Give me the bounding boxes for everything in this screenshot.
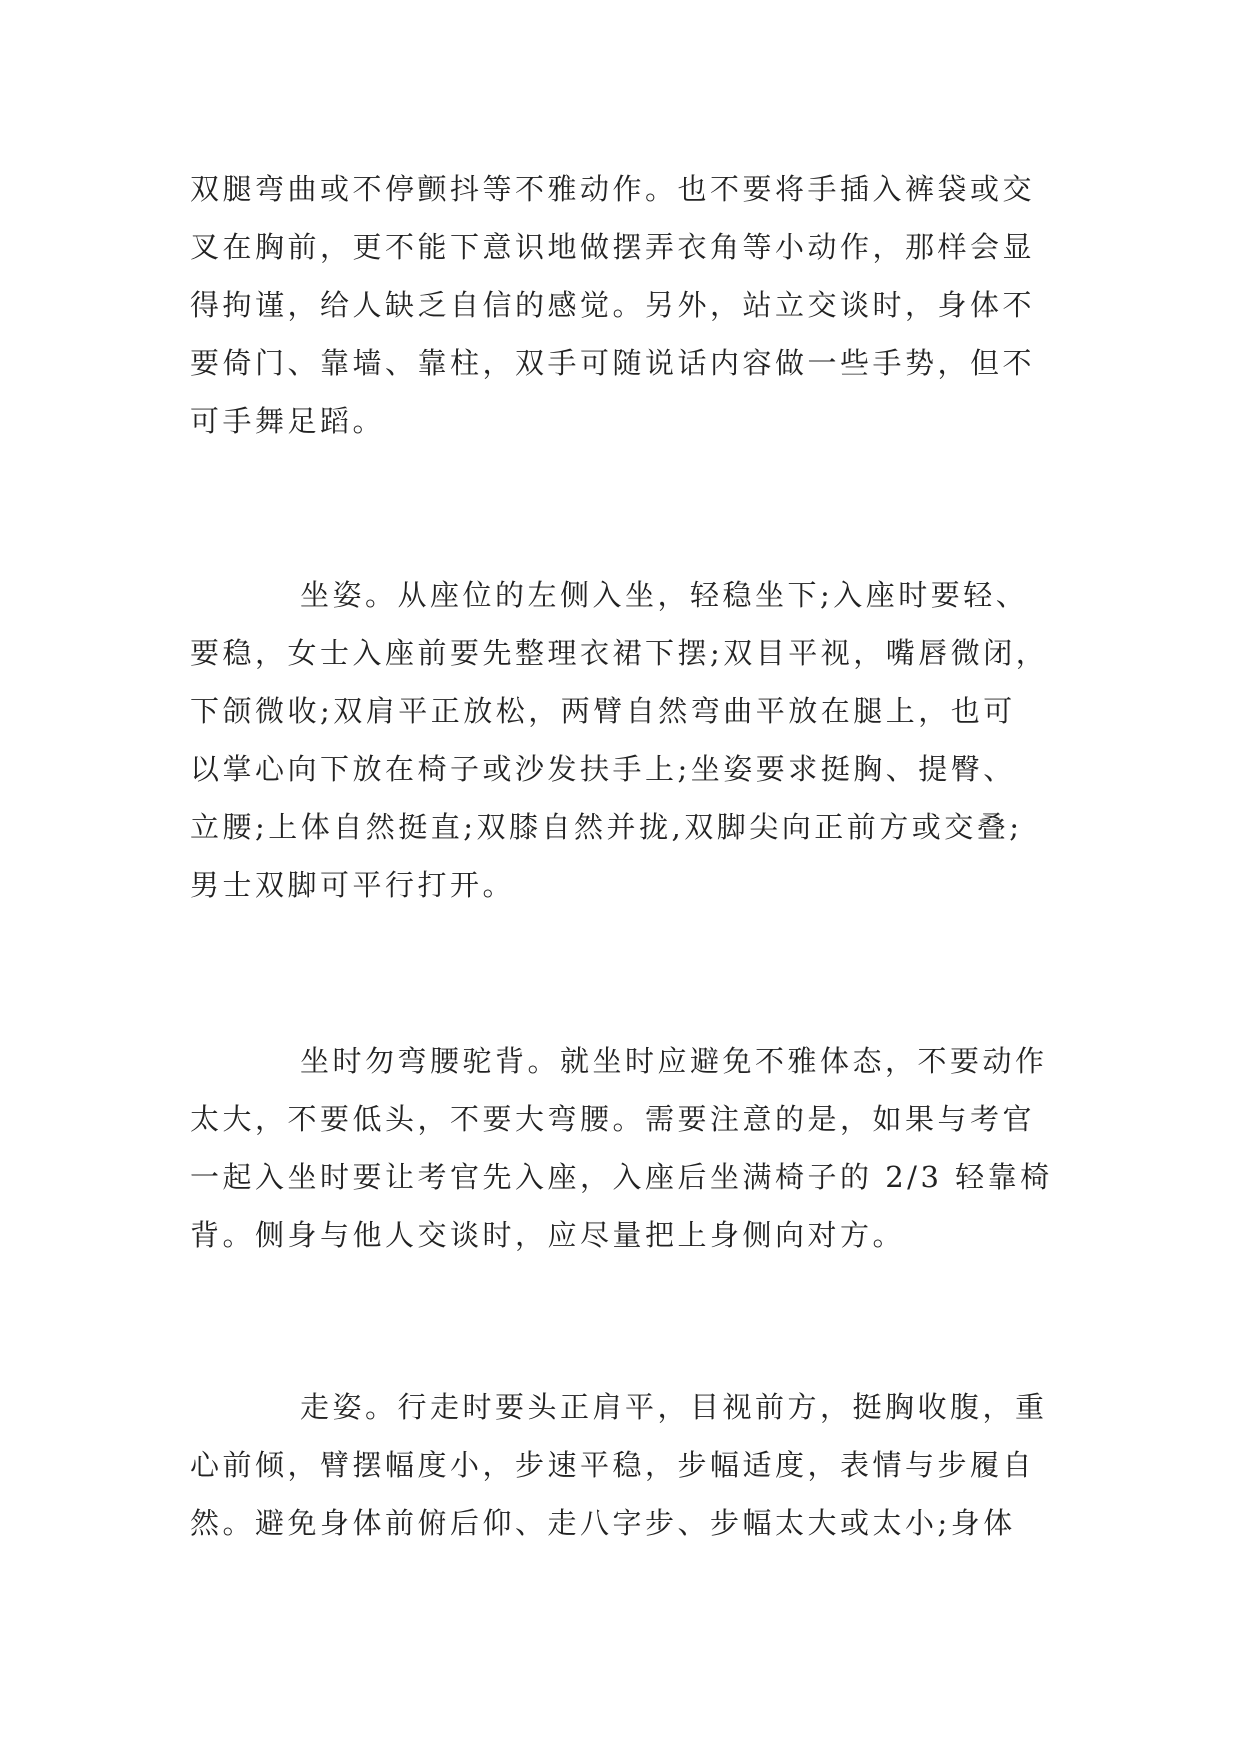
paragraph-sitting-posture: [190, 566, 1060, 914]
text-line: 心前倾，臂摆幅度小，步速平稳，步幅适度，表情与步履自: [190, 1448, 1036, 1482]
text-line: 得拘谨，给人缺乏自信的感觉。另外，站立交谈时，身体不: [190, 288, 1036, 322]
text-line: 坐姿。从座位的左侧入坐，轻稳坐下;入座时要轻、: [300, 578, 1029, 612]
text-line: 坐时勿弯腰驼背。就坐时应避免不雅体态，不要动作: [300, 1044, 1048, 1078]
paragraph-sitting-cautions: [190, 1032, 1060, 1264]
text-line: 走姿。行走时要头正肩平，目视前方，挺胸收腹，重: [300, 1390, 1048, 1424]
text-line: 然。避免身体前俯后仰、走八字步、步幅太大或太小;身体: [190, 1506, 1016, 1540]
text-line: 立腰;上体自然挺直;双膝自然并拢,双脚尖向正前方或交叠;: [190, 810, 1023, 844]
text-line: 要倚门、靠墙、靠柱，双手可随说话内容做一些手势，但不: [190, 346, 1036, 380]
paragraph-standing-posture: [190, 160, 1060, 450]
text-line: 要稳，女士入座前要先整理衣裙下摆;双目平视，嘴唇微闭，: [190, 636, 1049, 670]
text-line: 以掌心向下放在椅子或沙发扶手上;坐姿要求挺胸、提臀、: [190, 752, 1016, 786]
text-line: 太大，不要低头，不要大弯腰。需要注意的是，如果与考官: [190, 1102, 1036, 1136]
text-line: 双腿弯曲或不停颤抖等不雅动作。也不要将手插入裤袋或交: [190, 172, 1036, 206]
text-line: 背。侧身与他人交谈时，应尽量把上身侧向对方。: [190, 1218, 906, 1252]
paragraph-walking-posture: [190, 1378, 1060, 1552]
text-line: 叉在胸前，更不能下意识地做摆弄衣角等小动作，那样会显: [190, 230, 1036, 264]
text-line: 可手舞足蹈。: [190, 404, 386, 438]
text-line: 下颌微收;双肩平正放松，两臂自然弯曲平放在腿上，也可: [190, 694, 1016, 728]
text-line: 男士双脚可平行打开。: [190, 868, 516, 902]
text-line: 一起入坐时要让考官先入座，入座后坐满椅子的 2/3 轻靠椅: [190, 1160, 1053, 1194]
